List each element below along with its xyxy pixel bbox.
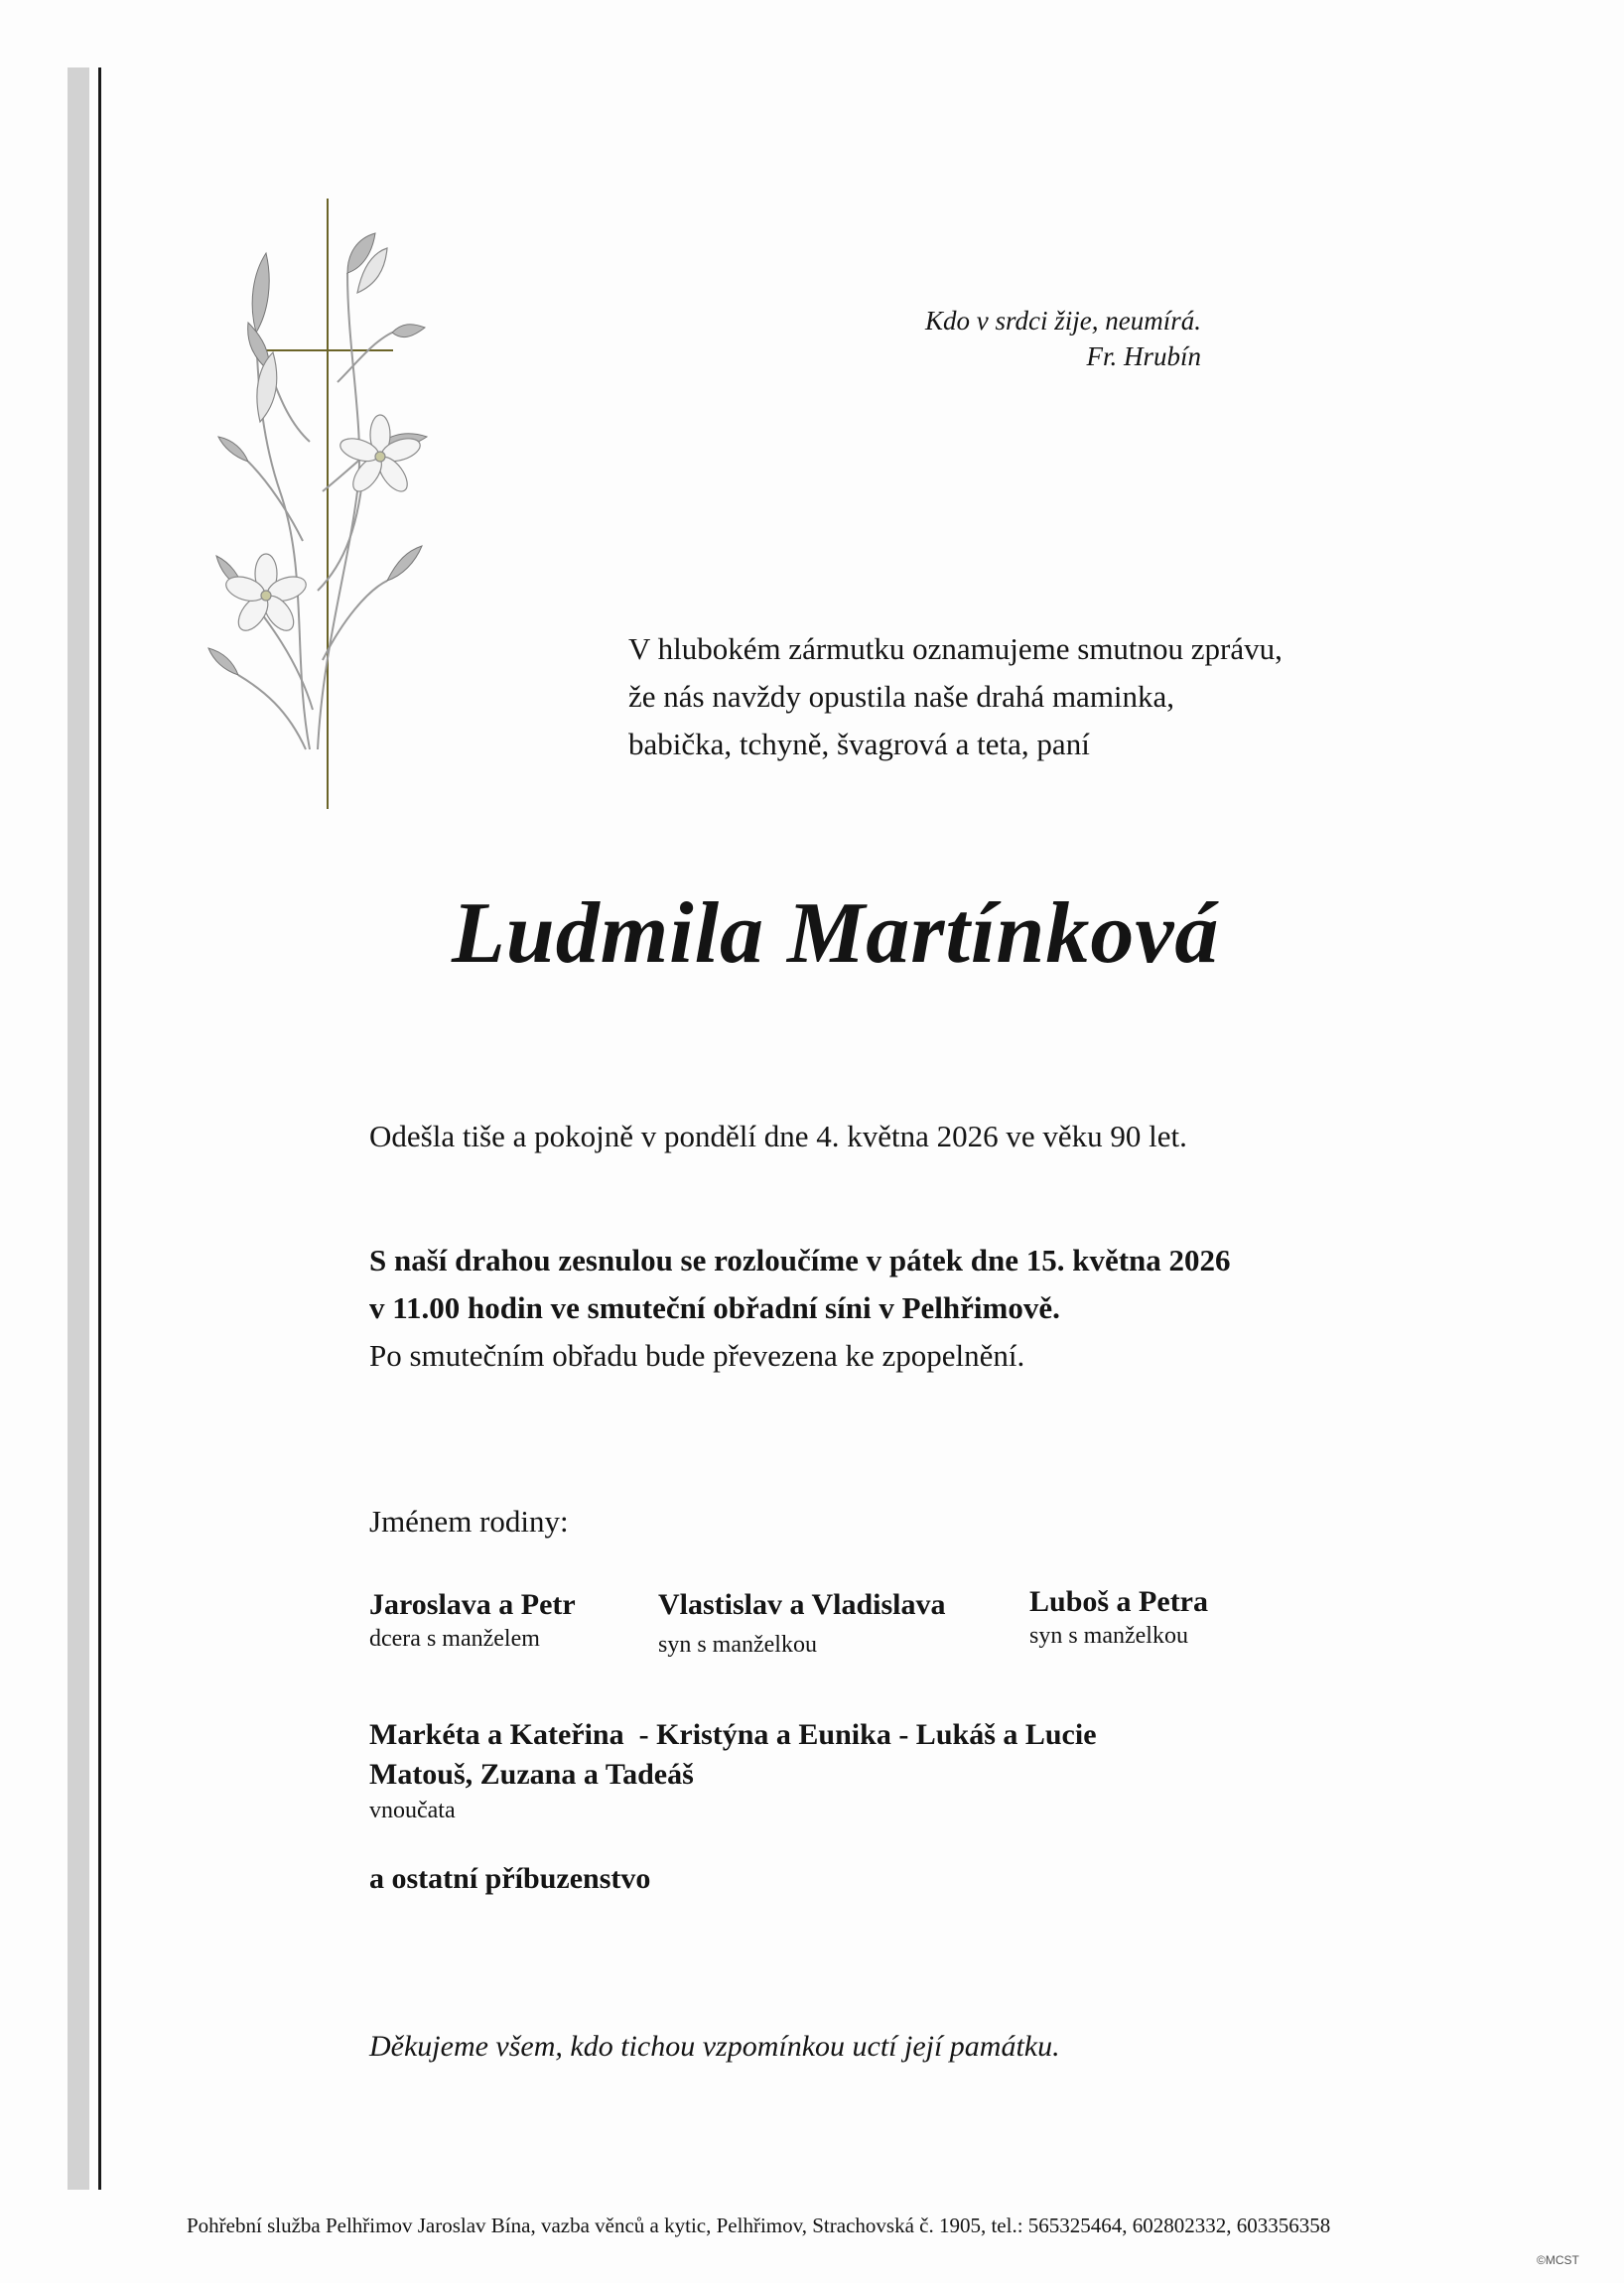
thanks-text: Děkujeme všem, kdo tichou vzpomínkou uctí její památku. <box>369 2030 1060 2063</box>
grandchildren-line: Markéta a Kateřina - Kristýna a Eunika - Lukáš a Lucie <box>369 1718 1097 1751</box>
intro-line: V hlubokém zármutku oznamujeme smutnou zprávu, <box>628 631 1283 666</box>
motto <box>874 303 1201 374</box>
grandchildren-relation: vnoučata <box>369 1798 456 1823</box>
ceremony-line: Po smutečním obřadu bude převezena ke zpopelnění. <box>369 1338 1025 1373</box>
grandchildren-line: Matouš, Zuzana a Tadeáš <box>369 1758 694 1791</box>
other-relatives: a ostatní příbuzenstvo <box>369 1862 651 1895</box>
copyright-mark: ©MCST <box>1537 2253 1579 2267</box>
intro-line: babička, tchyně, švagrová a teta, paní <box>628 727 1090 761</box>
family-relation: dcera s manželem <box>369 1626 540 1652</box>
grey-border-bar <box>68 67 89 2190</box>
funeral-service-footer: Pohřební služba Pelhřimov Jaroslav Bína, vazba věnců a kytic, Pelhřimov, Strachovská č. 1905, tel.: 565325464, 602802332, 603356358 <box>187 2214 1331 2237</box>
motto-quote: Kdo v srdci žije, neumírá. <box>925 306 1201 336</box>
family-names: Vlastislav a Vladislava <box>658 1588 946 1621</box>
deceased-name: Ludmila Martínková <box>452 885 1220 982</box>
ceremony-line: v 11.00 hodin ve smuteční obřadní síni v Pelhřimově. <box>369 1290 1060 1325</box>
passing-text: Odešla tiše a pokojně v pondělí dne 4. května 2026 ve věku 90 let. <box>369 1119 1187 1153</box>
cross-with-lilies-icon <box>199 194 447 814</box>
announcement-intro <box>628 625 1383 768</box>
family-relation: syn s manželkou <box>1029 1623 1188 1649</box>
family-relation: syn s manželkou <box>658 1632 817 1658</box>
intro-line: že nás navždy opustila naše drahá maminka, <box>628 679 1175 714</box>
grandchildren <box>369 1715 1097 1826</box>
black-border-line <box>98 67 101 2190</box>
motto-author: Fr. Hrubín <box>1086 341 1201 371</box>
ceremony-line: S naší drahou zesnulou se rozloučíme v pátek dne 15. května 2026 <box>369 1243 1231 1277</box>
family-names: Luboš a Petra <box>1029 1585 1208 1618</box>
family-label: Jménem rodiny: <box>369 1504 569 1539</box>
family-names: Jaroslava a Petr <box>369 1588 576 1621</box>
family-member <box>658 1586 946 1660</box>
ceremony-info <box>369 1237 1231 1380</box>
family-member <box>369 1586 576 1654</box>
family-member <box>1029 1583 1208 1651</box>
